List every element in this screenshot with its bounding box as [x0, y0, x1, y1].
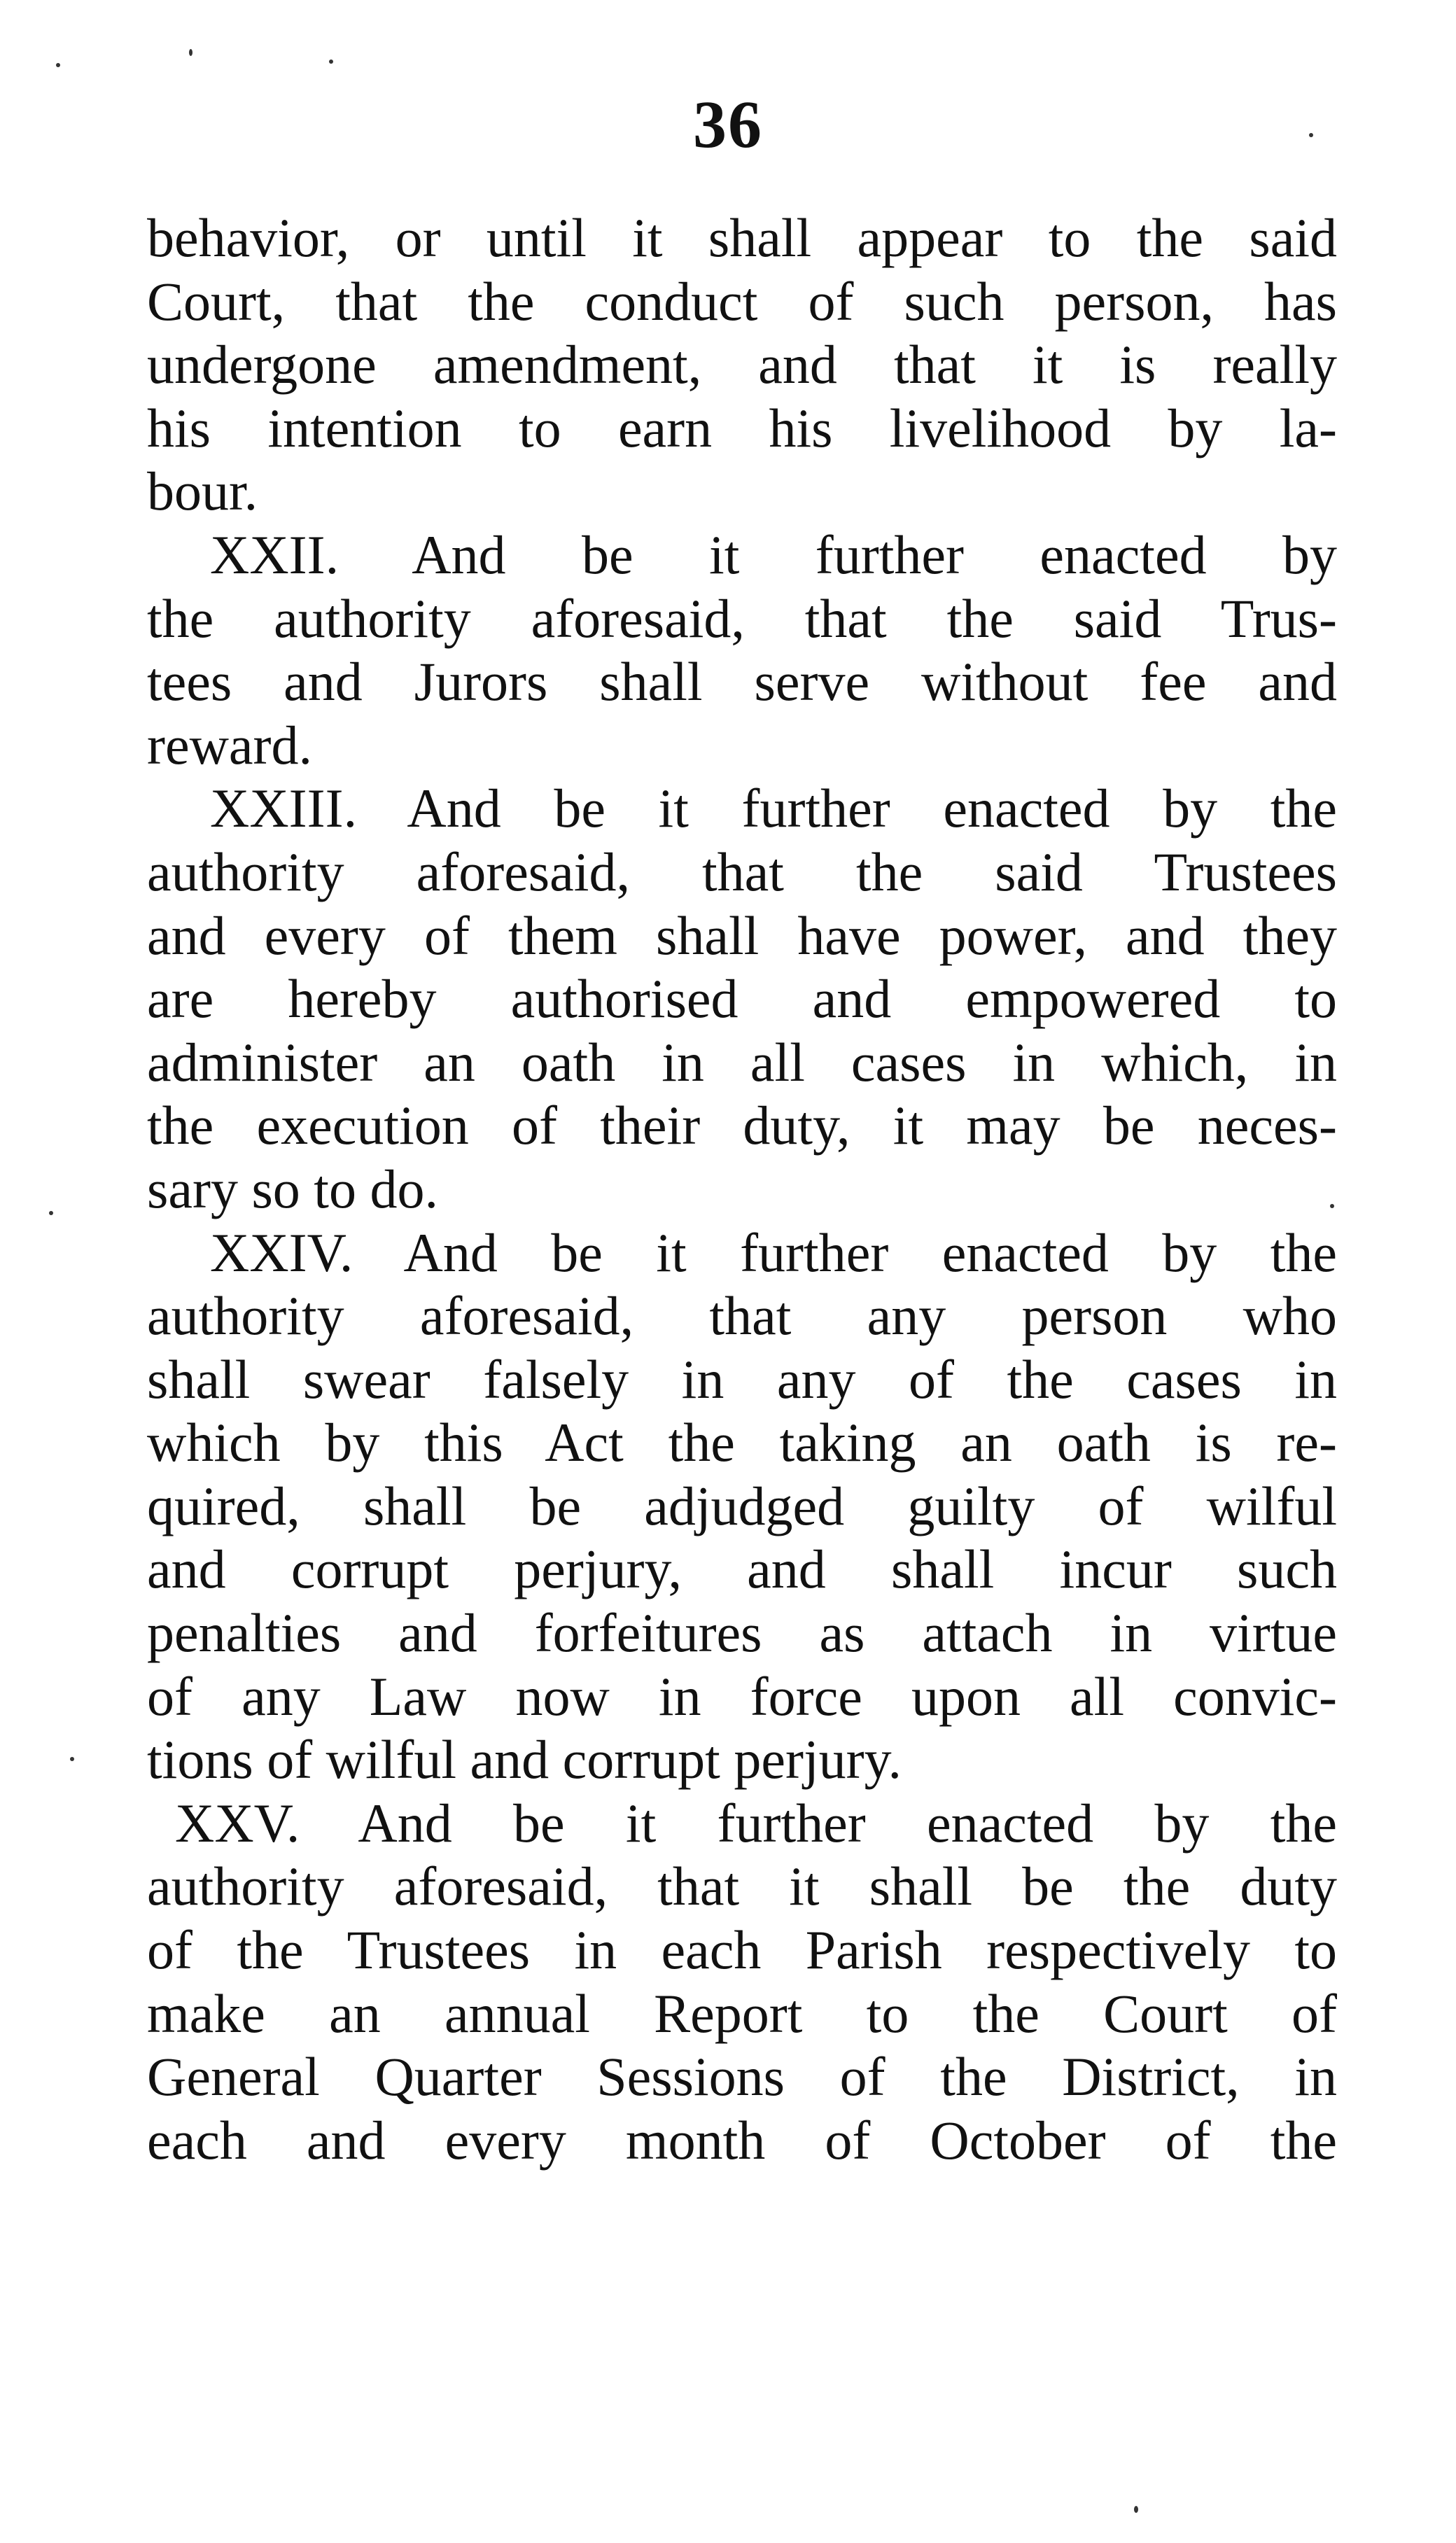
text-line: of the Trustees in each Parish respectively to [147, 1919, 1337, 1981]
section-heading-line: XXIV. And be it further enacted by the [210, 1221, 1337, 1283]
text-line: bour. [147, 461, 258, 522]
scan-speck [329, 59, 333, 64]
section-heading-line: XXIII. And be it further enacted by the [210, 778, 1337, 839]
text-line: undergone amendment, and that it is really [147, 334, 1337, 395]
text-line: sary so to do. [147, 1158, 438, 1219]
text-line: the authority aforesaid, that the said Trus- [147, 587, 1337, 649]
page-number: 36 [693, 87, 763, 162]
text-line: authority aforesaid, that the said Trustees [147, 841, 1337, 902]
text-line: authority aforesaid, that it shall be the duty [147, 1856, 1337, 1917]
body-text [147, 206, 1337, 2172]
text-line: the execution of their duty, it may be neces- [147, 1095, 1337, 1156]
scan-speck [189, 49, 192, 56]
scan-speck [56, 63, 60, 67]
text-line: make an annual Report to the Court of [147, 1982, 1337, 2044]
text-line: reward. [147, 714, 313, 776]
text-line: which by this Act the taking an oath is re- [147, 1412, 1337, 1473]
text-line: and corrupt perjury, and shall incur such [147, 1539, 1337, 1600]
text-line: and every of them shall have power, and they [147, 904, 1337, 966]
scan-speck [70, 1757, 74, 1761]
text-line: shall swear falsely in any of the cases in [147, 1348, 1337, 1410]
text-line: each and every month of October of the [147, 2109, 1337, 2171]
text-line: penalties and forfeitures as attach in virtue [147, 1602, 1337, 1664]
text-line: of any Law now in force upon all convic- [147, 1665, 1337, 1727]
text-line: General Quarter Sessions of the District, in [147, 2046, 1337, 2108]
text-line: tions of wilful and corrupt perjury. [147, 1729, 902, 1791]
text-line: authority aforesaid, that any person who [147, 1285, 1337, 1347]
text-line: quired, shall be adjudged guilty of wilful [147, 1475, 1337, 1536]
text-line: his intention to earn his livelihood by la- [147, 397, 1337, 458]
scan-speck [1330, 1204, 1334, 1208]
scan-speck [49, 1211, 53, 1215]
section-heading-line: XXII. And be it further enacted by [210, 524, 1337, 585]
text-line: behavior, or until it shall appear to the said [147, 207, 1337, 268]
text-line: administer an oath in all cases in which, in [147, 1031, 1337, 1093]
text-line: are hereby authorised and empowered to [147, 968, 1337, 1030]
scan-speck [1134, 2506, 1138, 2513]
scan-speck [1309, 133, 1313, 137]
text-line: Court, that the conduct of such person, has [147, 270, 1337, 332]
section-heading-line: XXV. And be it further enacted by the [175, 1792, 1337, 1854]
text-line: tees and Jurors shall serve without fee and [147, 651, 1337, 713]
